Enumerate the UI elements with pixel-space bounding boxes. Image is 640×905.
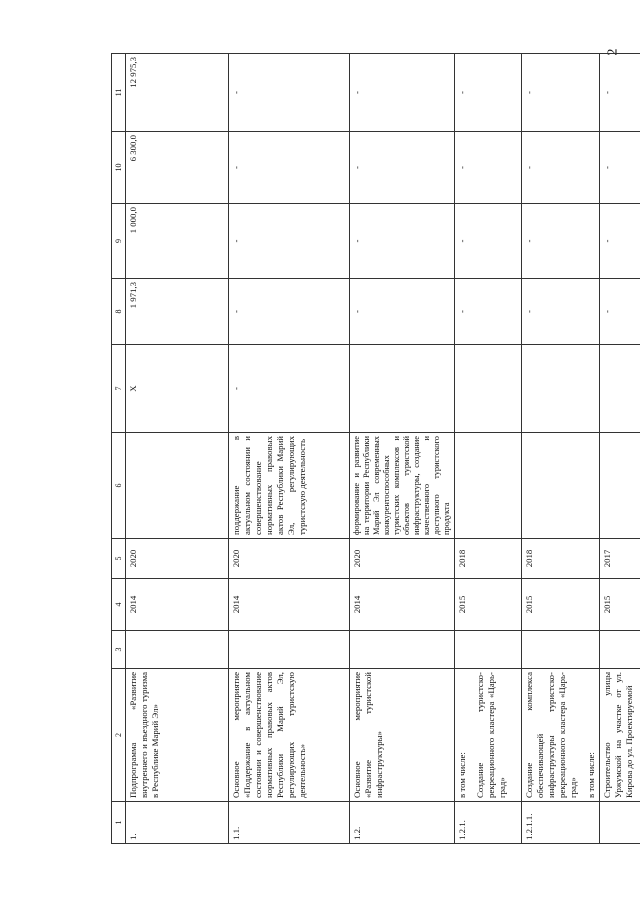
row-value-9: 1 000,0 [126,204,229,279]
row-start-year: 2015 [600,579,640,631]
row-number: 1.1. [229,802,350,844]
row-value-11: - [522,54,600,132]
row-value-8: - [350,279,455,345]
row-number: 1.2. [350,802,455,844]
column-header: 6 [112,433,126,539]
column-number-row [112,54,126,844]
table-row [229,54,350,844]
program-table [111,53,640,844]
row-value-8: - [522,279,600,345]
table-row [350,54,455,844]
row-value-10: - [229,132,350,204]
row-name: Основное мероприятие «Поддержание в актуальном состоянии и совершенствование нормативных правовых актов Республики Марий Эл, регулирующих туристскую деятельность» [229,669,350,802]
sub-label: в том числе: [457,752,467,798]
row-value-9: - [350,204,455,279]
row-start-year: 2014 [126,579,229,631]
column-header: 8 [112,279,126,345]
column-header: 7 [112,345,126,433]
column-header: 9 [112,204,126,279]
column-header: 3 [112,631,126,669]
row-value-8: - [600,279,640,345]
row-result [600,433,640,539]
row-value-8: - [229,279,350,345]
row-col7 [522,345,600,433]
row-value-11: 12 975,3 [126,54,229,132]
row-result [522,433,600,539]
row-value-11: - [350,54,455,132]
row-number: 1.2.1. [455,802,522,844]
table-row [600,54,640,844]
table-row [455,54,522,844]
table-row [522,54,600,844]
row-col3 [455,631,522,669]
row-value-11: - [229,54,350,132]
row-value-9: - [600,204,640,279]
row-start-year: 2014 [350,579,455,631]
row-result: поддержание в актуальном состоянии и совершенствование нормативных правовых актов Республики Марий Эл, регулирующих туристскую деятельность [229,433,350,539]
column-header: 11 [112,54,126,132]
row-number [600,802,640,844]
row-value-11: - [455,54,522,132]
row-name: Подпрограмма «Развитие внутреннего и въездного туризма в Республике Марий Эл» [126,669,229,802]
row-start-year: 2015 [455,579,522,631]
row-end-year: 2020 [229,539,350,579]
rotated-table-sheet [111,54,634,844]
row-result: формирование и развитие на территории Республики Марий Эл современных конкурентоспособных туристских комплексов и объектов туристской инфраструктуры, создание качественного и доступного туристского продукта [350,433,455,539]
column-header: 4 [112,579,126,631]
row-value-10: - [350,132,455,204]
row-col7 [455,345,522,433]
row-end-year: 2020 [350,539,455,579]
row-result [455,433,522,539]
row-name-cell [455,669,522,802]
row-result [126,433,229,539]
row-col7: X [126,345,229,433]
page-number: 2 [605,48,621,56]
row-value-9: - [229,204,350,279]
row-col7 [350,345,455,433]
row-col3 [229,631,350,669]
row-end-year: 2017 [600,539,640,579]
row-col3 [350,631,455,669]
row-value-8: - [455,279,522,345]
row-number: 1.2.1.1. [522,802,600,844]
row-name-cell [522,669,600,802]
column-header: 10 [112,132,126,204]
column-header: 1 [112,802,126,844]
sub-label: в том числе: [586,752,596,798]
row-start-year: 2014 [229,579,350,631]
table-row [126,54,229,844]
row-col3 [600,631,640,669]
row-col7 [600,345,640,433]
row-end-year: 2020 [126,539,229,579]
row-end-year: 2018 [455,539,522,579]
row-value-8: 1 971,3 [126,279,229,345]
row-value-9: - [455,204,522,279]
row-value-10: - [600,132,640,204]
row-name: Основное мероприятие «Развитие туристской инфраструктуры» [350,669,455,802]
row-value-10: 6 300,0 [126,132,229,204]
row-col3 [126,631,229,669]
row-number: 1. [126,802,229,844]
row-value-11: - [600,54,640,132]
row-start-year: 2015 [522,579,600,631]
row-value-9: - [522,204,600,279]
row-col7: - [229,345,350,433]
row-col3 [522,631,600,669]
row-value-10: - [522,132,600,204]
column-header: 5 [112,539,126,579]
row-name: Создание туристско-рекреационного кластера «Царь-град» [475,672,507,798]
row-end-year: 2018 [522,539,600,579]
row-name: Строительство улицы Уржумской на участке от ул. Кирова до ул. Проектируемой [600,669,640,802]
row-value-10: - [455,132,522,204]
row-name: Создание комплекса обеспечивающей инфраструктуры туристско-рекреационного кластера «Царь-град» [524,672,578,798]
column-header: 2 [112,669,126,802]
